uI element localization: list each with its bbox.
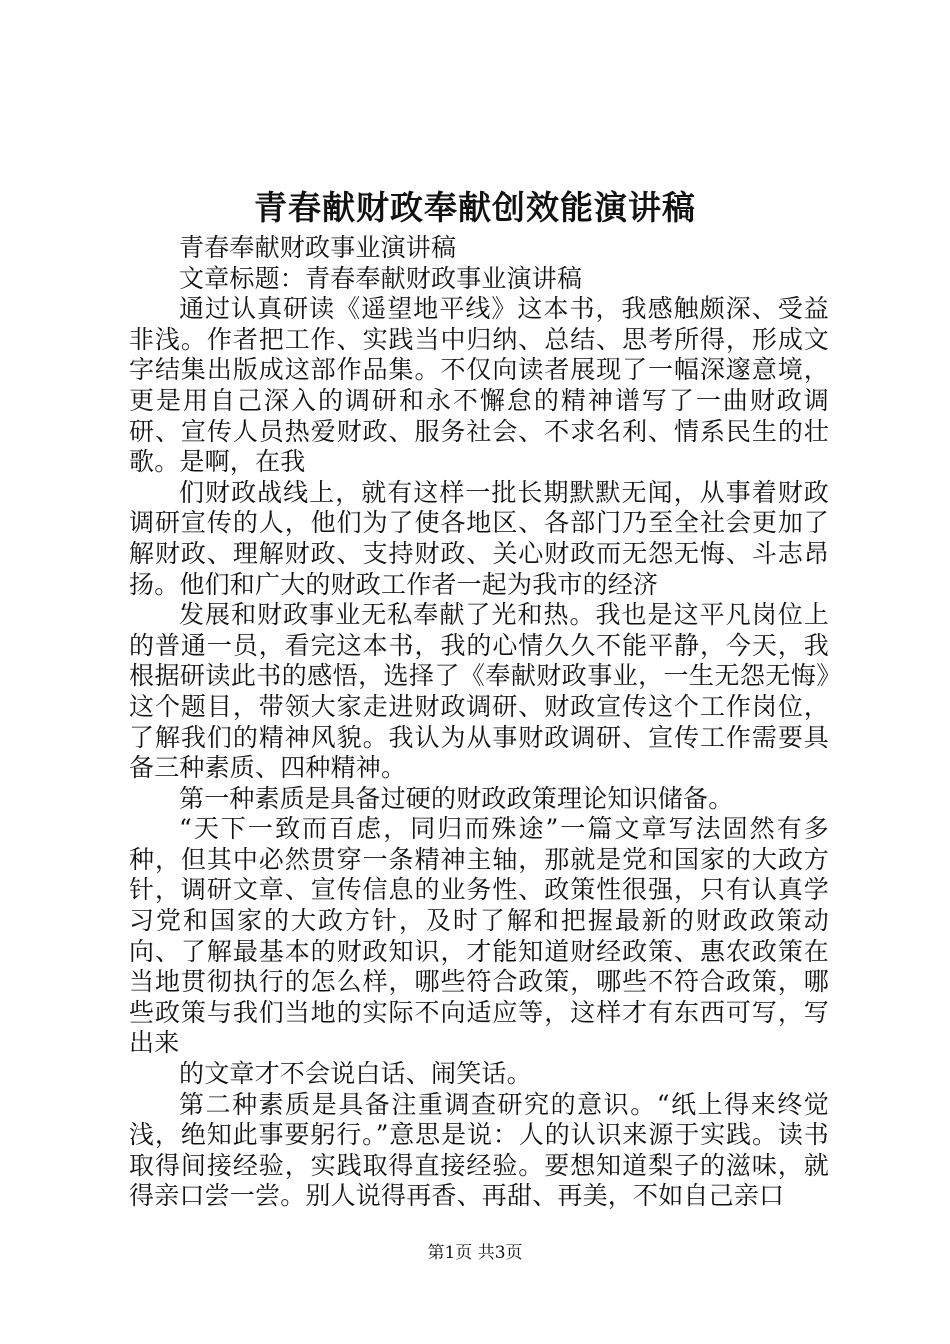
- paragraph-8: 的文章才不会说白话、闹笑话。: [179, 1059, 532, 1089]
- document-title: 青春献财政奉献创效能演讲稿: [254, 188, 696, 227]
- paragraph-6: 第一种素质是具备过硬的财政政策理论知识储备。: [179, 783, 734, 813]
- page-footer: 第1页 共3页: [427, 1243, 523, 1263]
- paragraph-1: 青春奉献财政事业演讲稿: [179, 233, 457, 262]
- paragraph-5: 发展和财政事业无私奉献了光和热。我也是这平凡岗位上的普通一员，看完这本书，我的心情久久不能平静，今天，我根据研读此书的感悟，选择了《奉献财政事业，一生无怨无悔》这个题目，带领大家走进财政调研、财政宣传这个工作岗位，了解我们的精神风貌。我认为从事财政调研、宣传工作需要具备三种素质、四种精神。: [129, 600, 829, 783]
- document-body: [129, 233, 829, 1212]
- paragraph-9: 第二种素质是具备注重调查研究的意识。“纸上得来终觉浅，绝知此事要躬行。”意思是说：人的认识来源于实践。读书取得间接经验，实践取得直接经验。要想知道梨子的滋味，就得亲口尝一尝。别人说得再香、再甜、再美，不如自己亲口: [129, 1089, 829, 1211]
- paragraph-7: “天下一致而百虑，同归而殊途”一篇文章写法固然有多种，但其中必然贯穿一条精神主轴，那就是党和国家的大政方针，调研文章、宣传信息的业务性、政策性很强，只有认真学习党和国家的大政方针，及时了解和把握最新的财政政策动向、了解最基本的财政知识，才能知道财经政策、惠农政策在当地贯彻执行的怎么样，哪些符合政策，哪些不符合政策，哪些政策与我们当地的实际不向适应等，这样才有东西可写，写出来: [129, 814, 829, 1058]
- paragraph-2: 文章标题：青春奉献财政事业演讲稿: [179, 263, 583, 293]
- paragraph-4: 们财政战线上，就有这样一批长期默默无闻，从事着财政调研宣传的人，他们为了使各地区、各部门乃至全社会更加了解财政、理解财政、支持财政、关心财政而无怨无悔、斗志昂扬。他们和广大的财政工作者一起为我市的经济: [129, 477, 829, 599]
- paragraph-3: 通过认真研读《遥望地平线》这本书，我感触颇深、受益非浅。作者把工作、实践当中归纳、总结、思考所得，形成文字结集出版成这部作品集。不仅向读者展现了一幅深邃意境，更是用自己深入的调研和永不懈怠的精神谱写了一曲财政调研、宣传人员热爱财政、服务社会、不求名利、情系民生的壮歌。是啊，在我: [129, 294, 829, 477]
